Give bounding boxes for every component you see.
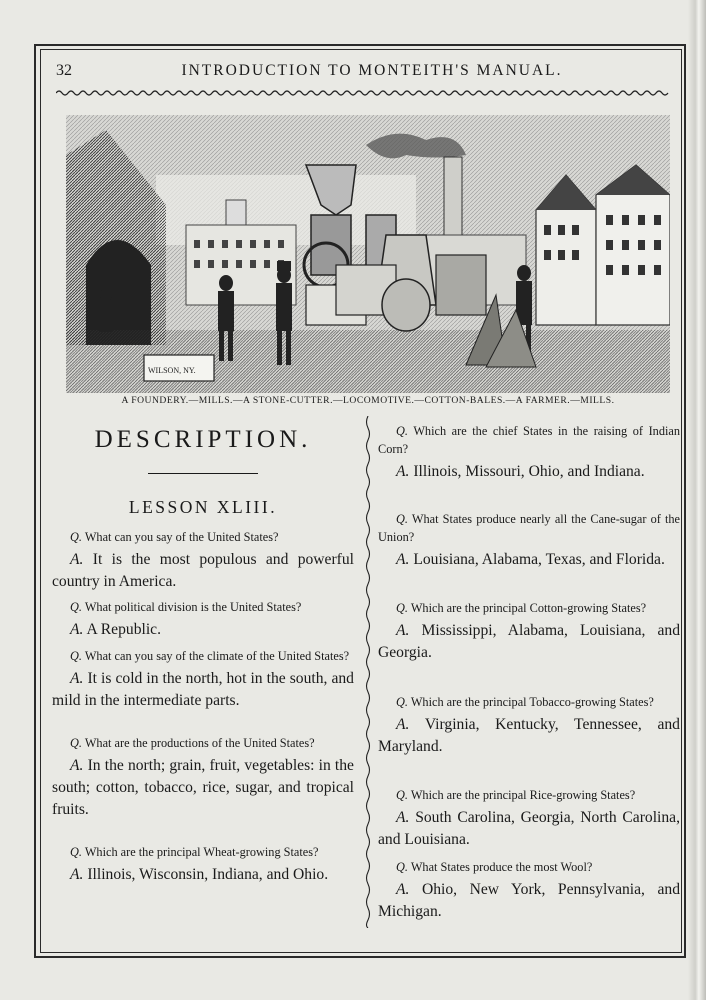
book-binding-edge — [688, 0, 706, 1000]
answer — [378, 549, 680, 571]
question — [378, 510, 680, 546]
answer-text: It is cold in the north, hot in the south, and mild in the intermediate parts. — [52, 670, 354, 709]
answer-label: A. — [396, 809, 410, 826]
question — [378, 858, 680, 876]
answer-label: A. — [396, 622, 410, 639]
question — [52, 598, 354, 616]
qa-item — [378, 786, 680, 851]
heading-rule — [148, 473, 258, 474]
question-label: Q. — [70, 530, 82, 544]
answer — [52, 755, 354, 821]
question-text: Which are the principal Wheat-growing States? — [84, 845, 319, 859]
question-label: Q. — [70, 736, 82, 750]
question-text: What can you say of the United States? — [84, 530, 279, 544]
answer-text: It is the most populous and powerful country in America. — [52, 551, 354, 590]
question-label: Q. — [396, 512, 408, 526]
qa-item — [378, 510, 680, 571]
question-text: What States produce nearly all the Cane-sugar of the Union? — [378, 512, 680, 544]
running-title: INTRODUCTION TO MONTEITH'S MANUAL. — [181, 62, 563, 79]
column-divider — [364, 416, 372, 928]
qa-item — [52, 843, 354, 886]
answer-text: Louisiana, Alabama, Texas, and Florida. — [413, 551, 665, 568]
answer-label: A. — [70, 621, 84, 638]
question — [378, 599, 680, 617]
question — [52, 647, 354, 665]
industrial-scene-engraving — [66, 115, 670, 393]
answer — [378, 714, 680, 758]
question-label: Q. — [70, 649, 82, 663]
answer-label: A. — [396, 716, 410, 733]
qa-item — [378, 858, 680, 923]
section-heading: DESCRIPTION. — [94, 426, 312, 453]
question — [52, 734, 354, 752]
question-label: Q. — [396, 860, 408, 874]
answer-text: In the north; grain, fruit, vegetables: in the south; cotton, tobacco, rice, sugar, and tropical fruits. — [52, 757, 354, 818]
answer-text: Virginia, Kentucky, Tennessee, and Maryland. — [378, 716, 680, 755]
illustration-caption: A FOUNDERY.—MILLS.—A STONE-CUTTER.—LOCOMOTIVE.—COTTON-BALES.—A FARMER.—MILLS. — [121, 395, 615, 406]
question — [378, 693, 680, 711]
answer — [378, 879, 680, 923]
question-text: Which are the principal Tobacco-growing States? — [410, 695, 654, 709]
question-text: Which are the principal Cotton-growing States? — [410, 601, 647, 615]
qa-item — [378, 599, 680, 664]
question-text: Which are the chief States in the raising of Indian Corn? — [378, 424, 680, 456]
answer — [52, 549, 354, 593]
answer-label: A. — [396, 551, 410, 568]
answer-label: A. — [70, 757, 84, 774]
decorative-wavy-rule — [56, 88, 670, 98]
answer — [378, 620, 680, 664]
answer-label: A. — [396, 463, 410, 480]
answer-text: South Carolina, Georgia, North Carolina, and Louisiana. — [378, 809, 680, 848]
answer-label: A. — [70, 551, 84, 568]
answer-text: Mississippi, Alabama, Louisiana, and Georgia. — [378, 622, 680, 661]
answer-label: A. — [396, 881, 410, 898]
question-label: Q. — [396, 601, 408, 615]
question-text: What States produce the most Wool? — [410, 860, 593, 874]
page-number: 32 — [56, 62, 72, 79]
question-label: Q. — [396, 695, 408, 709]
question-label: Q. — [70, 845, 82, 859]
answer-label: A. — [70, 670, 84, 687]
question-text: What are the productions of the United States? — [84, 736, 315, 750]
question — [52, 843, 354, 861]
qa-item — [52, 647, 354, 712]
answer — [52, 619, 354, 641]
crate-label: WILSON, NY. — [148, 366, 196, 375]
answer — [52, 668, 354, 712]
question-text: What political division is the United States? — [84, 600, 302, 614]
answer — [52, 864, 354, 886]
answer-text: Ohio, New York, Pennsylvania, and Michigan. — [378, 881, 680, 920]
answer — [378, 461, 680, 483]
qa-item — [52, 528, 354, 593]
qa-item — [52, 598, 354, 641]
question-text: Which are the principal Rice-growing States? — [410, 788, 636, 802]
question-text: What can you say of the climate of the United States? — [84, 649, 350, 663]
qa-item — [52, 734, 354, 821]
qa-item — [378, 693, 680, 758]
question — [378, 422, 680, 458]
question-label: Q. — [396, 424, 408, 438]
question-label: Q. — [396, 788, 408, 802]
answer-text: Illinois, Missouri, Ohio, and Indiana. — [413, 463, 645, 480]
answer — [378, 807, 680, 851]
answer-text: Illinois, Wisconsin, Indiana, and Ohio. — [87, 866, 329, 883]
lesson-title: LESSON XLIII. — [128, 497, 278, 517]
answer-text: A Republic. — [86, 621, 161, 638]
qa-item — [378, 422, 680, 483]
answer-label: A. — [70, 866, 84, 883]
question — [52, 528, 354, 546]
page-header — [56, 62, 676, 86]
question — [378, 786, 680, 804]
question-label: Q. — [70, 600, 82, 614]
